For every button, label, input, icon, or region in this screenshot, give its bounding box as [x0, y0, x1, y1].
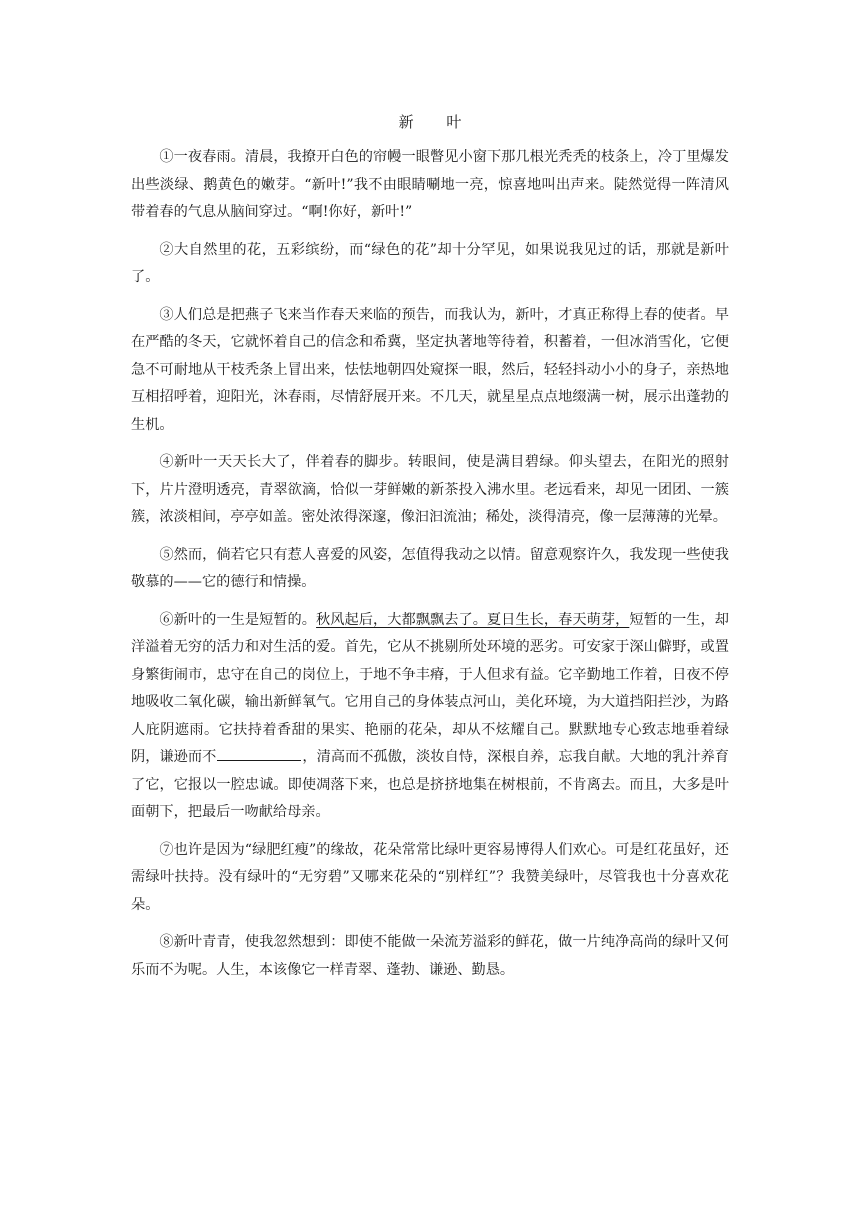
paragraph-8: ⑧新叶青青，使我忽然想到：即使不能做一朵流芳溢彩的鲜花，做一片纯净高尚的绿叶又何乐而不为呢。人生，本该像它一样青翠、蓬勃、谦逊、勤恳。: [131, 934, 729, 978]
paragraph-6-lead: ⑥新叶的一生是短暂的。: [159, 611, 317, 628]
paragraph-6-middle: 短暂的一生，却洋溢着无穷的活力和对生活的爱。首先，它从不挑剔所处环境的恶劣。可安家于深山僻野，或置身繁街闹市，忠守在自己的岗位上，于地不争丰瘠，于人但求有益。它辛勤地工作着，日夜不停地吸收二氧化碳，输出新鲜氧气。它用自己的身体装点河山，美化环境，为大道挡阳拦沙，为路人庇阴遮雨。它扶持着香甜的果实、艳丽的花朵，却从不炫耀自己。默默地专心致志地垂着绿阴，谦逊而不: [131, 611, 729, 765]
paragraph-6: [131, 607, 729, 827]
paragraph-7: ⑦也许是因为“绿肥红瘦”的缘故，花朵常常比绿叶更容易博得人们欢心。可是红花虽好，还需绿叶扶持。没有绿叶的“无穷碧”又哪来花朵的“别样红”？我赞美绿叶，尽管我也十分喜欢花朵。: [131, 841, 729, 913]
paragraph-5: ⑤然而，倘若它只有惹人喜爱的风姿，怎值得我动之以情。留意观察许久，我发现一些使我敬慕的——它的德行和情操。: [131, 546, 729, 590]
paragraph-3: ③人们总是把燕子飞来当作春天来临的预告，而我认为，新叶，才真正称得上春的使者。早在严酷的冬天，它就怀着自己的信念和希冀，坚定执著地等待着，积蓄着，一但冰消雪化，它便急不可耐地从干枝秃条上冒出来，怯怯地朝四处窥探一眼，然后，轻轻抖动小小的身子，亲热地互相招呼着，迎阳光，沐春雨，尽情舒展开来。不几天，就星星点点地缀满一树，展示出蓬勃的生机。: [131, 306, 729, 433]
article-title: 新 叶: [398, 113, 476, 131]
article-body: [131, 144, 729, 994]
paragraph-6-tail: ，清高而不孤傲，淡妆自恃，深根自养，忘我自献。大地的乳汁养育了它，它报以一腔忠诚。即使凋落下来，也总是挤挤地集在树根前，不肯离去。而且，大多是叶面朝下，把最后一吻献给母亲。: [131, 749, 729, 820]
paragraph-4: ④新叶一天天长大了，伴着春的脚步。转眼间，使是满目碧绿。仰头望去，在阳光的照射下，片片澄明透亮，青翠欲滴，恰似一芽鲜嫩的新茶投入沸水里。老远看来，却见一团团、一簇簇，浓淡相间，亭亭如盖。密处浓得深邃，像汩汩流油；稀处，淡得清亮，像一层薄薄的光晕。: [131, 454, 729, 525]
fill-in-blank: [217, 746, 301, 761]
underlined-sentence: 秋风起后，大都飘飘去了。夏日生长，春天萌芽，: [316, 611, 630, 628]
paragraph-1: ①一夜春雨。清晨，我撩开白色的帘幔一眼瞥见小窗下那几根光秃秃的枝条上，冷丁里爆发出些淡绿、鹅黄色的嫩芽。“新叶!”我不由眼睛唰地一亮，惊喜地叫出声来。陡然觉得一阵清风带着春的气息从脑间穿过。“啊!你好，新叶!”: [131, 149, 729, 220]
paragraph-2: ②大自然里的花，五彩缤纷，而“绿色的花”却十分罕见，如果说我见过的话，那就是新叶了。: [131, 241, 729, 285]
